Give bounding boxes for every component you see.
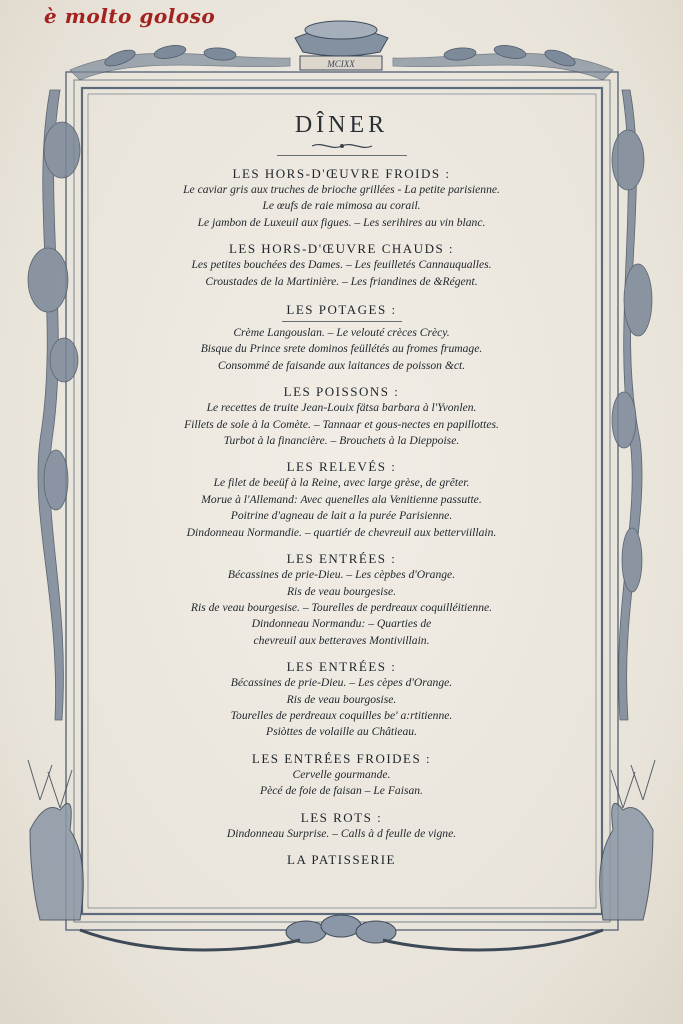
left-garland	[28, 90, 80, 720]
section-rots	[100, 810, 583, 842]
menu-line: Le recettes de truite Jean-Louix fätsa barbara à l'Yvonlen.	[206, 401, 477, 415]
section-heading: LES HORS-D'ŒUVRE FROIDS :	[232, 166, 451, 181]
menu-line: Croustades de la Martinière. – Les friandines de &Régent.	[205, 274, 478, 288]
menu-line: Turbot à la financière. – Brouchets à la Dieppoise.	[223, 434, 460, 448]
section-rule	[282, 321, 402, 322]
menu-line: Pècé de foie de faisan – Le Faisan.	[260, 784, 423, 798]
section-hors-doeuvre-froids	[100, 166, 583, 231]
menu-line: Morue à l'Allemand: Avec quenelles ala Venitienne passutte.	[201, 492, 482, 506]
section-heading: LES ENTRÉES :	[286, 659, 397, 675]
menu-line: Ris de veau bourgesise. – Tourelles de perdreaux coquilléitienne.	[190, 600, 493, 614]
menu-content	[100, 108, 583, 868]
section-hors-doeuvre-chauds	[100, 241, 583, 290]
menu-line: Le filet de beeüf à la Reine, avec large grèse, de grêter.	[213, 476, 470, 490]
menu-line: Dindonneau Normandie. – quartiér de chevreuil aux betterviillain.	[186, 525, 497, 539]
section-entrees-2	[100, 659, 583, 741]
brand-watermark: è molto goloso	[44, 4, 216, 28]
menu-line: Dindonneau Normandu: – Quarties de	[251, 617, 432, 631]
section-heading: LA PATISSERIE	[287, 851, 396, 867]
menu-line: Dindonneau Surprise. – Calls à d feulle de vigne.	[226, 826, 457, 840]
title-rule	[277, 155, 407, 156]
section-heading: LES HORS-D'ŒUVRE CHAUDS :	[228, 241, 455, 257]
menu-line: Le caviar gris aux truches de brioche grillées - La petite parisienne.	[183, 183, 500, 196]
section-heading: LES ROTS :	[300, 809, 383, 825]
menu-line: Les petites bouchées des Dames. – Les feuilletés Cannauqualles.	[191, 258, 492, 272]
section-heading: LES POTAGES :	[286, 302, 397, 318]
section-heading: LES RELEVÉS :	[286, 459, 397, 475]
menu-line: Ris de veau bourgesise.	[286, 584, 397, 598]
menu-line: Consommé de faisande aux laitances de poisson &ct.	[217, 358, 466, 372]
menu-line: Psiòttes de volaille au Châtieau.	[265, 725, 418, 739]
right-stag-illustration	[600, 760, 655, 920]
section-heading: LES POISSONS :	[283, 384, 400, 400]
menu-line: Fillets de sole à la Comète. – Tannaar et gous-nectes en papillottes.	[184, 417, 499, 431]
title-flourish-icon	[310, 141, 374, 151]
menu-line: Poitrine d'agneau de lait a la purée Parisienne.	[230, 509, 453, 523]
menu-line: chevreuil aux betteraves Montivillain.	[253, 633, 430, 647]
section-heading: LES ENTRÉES FROIDES :	[251, 750, 432, 766]
section-heading: LES ENTRÉES :	[286, 551, 397, 567]
section-entrees-froides	[100, 751, 583, 800]
section-potages	[100, 302, 583, 374]
cartouche-text: MCIXX	[327, 59, 355, 69]
bottom-birds-ornament	[80, 915, 603, 950]
menu-line: Cervelle gourmande.	[292, 767, 391, 781]
menu-line: Bisque du Prince srete dominos feüllétés au fromes frumage.	[200, 342, 483, 356]
menu-line: Bécassines de prie-Dieu. – Les cèpes d'Orange.	[230, 676, 453, 690]
menu-line: Crème Langouslan. – Le velouté crèces Crècy.	[233, 326, 450, 340]
section-poissons	[100, 384, 583, 449]
section-releves	[100, 459, 583, 541]
section-patisserie	[100, 852, 583, 868]
menu-line: Bécassines de prie-Dieu. – Les cèpbes d'Orange.	[227, 568, 456, 582]
section-entrees-1	[100, 551, 583, 649]
left-stag-illustration	[28, 760, 83, 920]
menu-line: Le jambon de Luxeuil aux figues. – Les serihires au vin blanc.	[197, 215, 486, 229]
menu-line: Le œufs de raie mimosa au corail.	[262, 199, 421, 213]
page-title: DÎNER	[294, 112, 389, 138]
menu-line: Ris de veau bourgosise.	[286, 692, 397, 706]
menu-line: Tourelles de perdreaux coquilles be' a:rtitienne.	[230, 708, 453, 722]
